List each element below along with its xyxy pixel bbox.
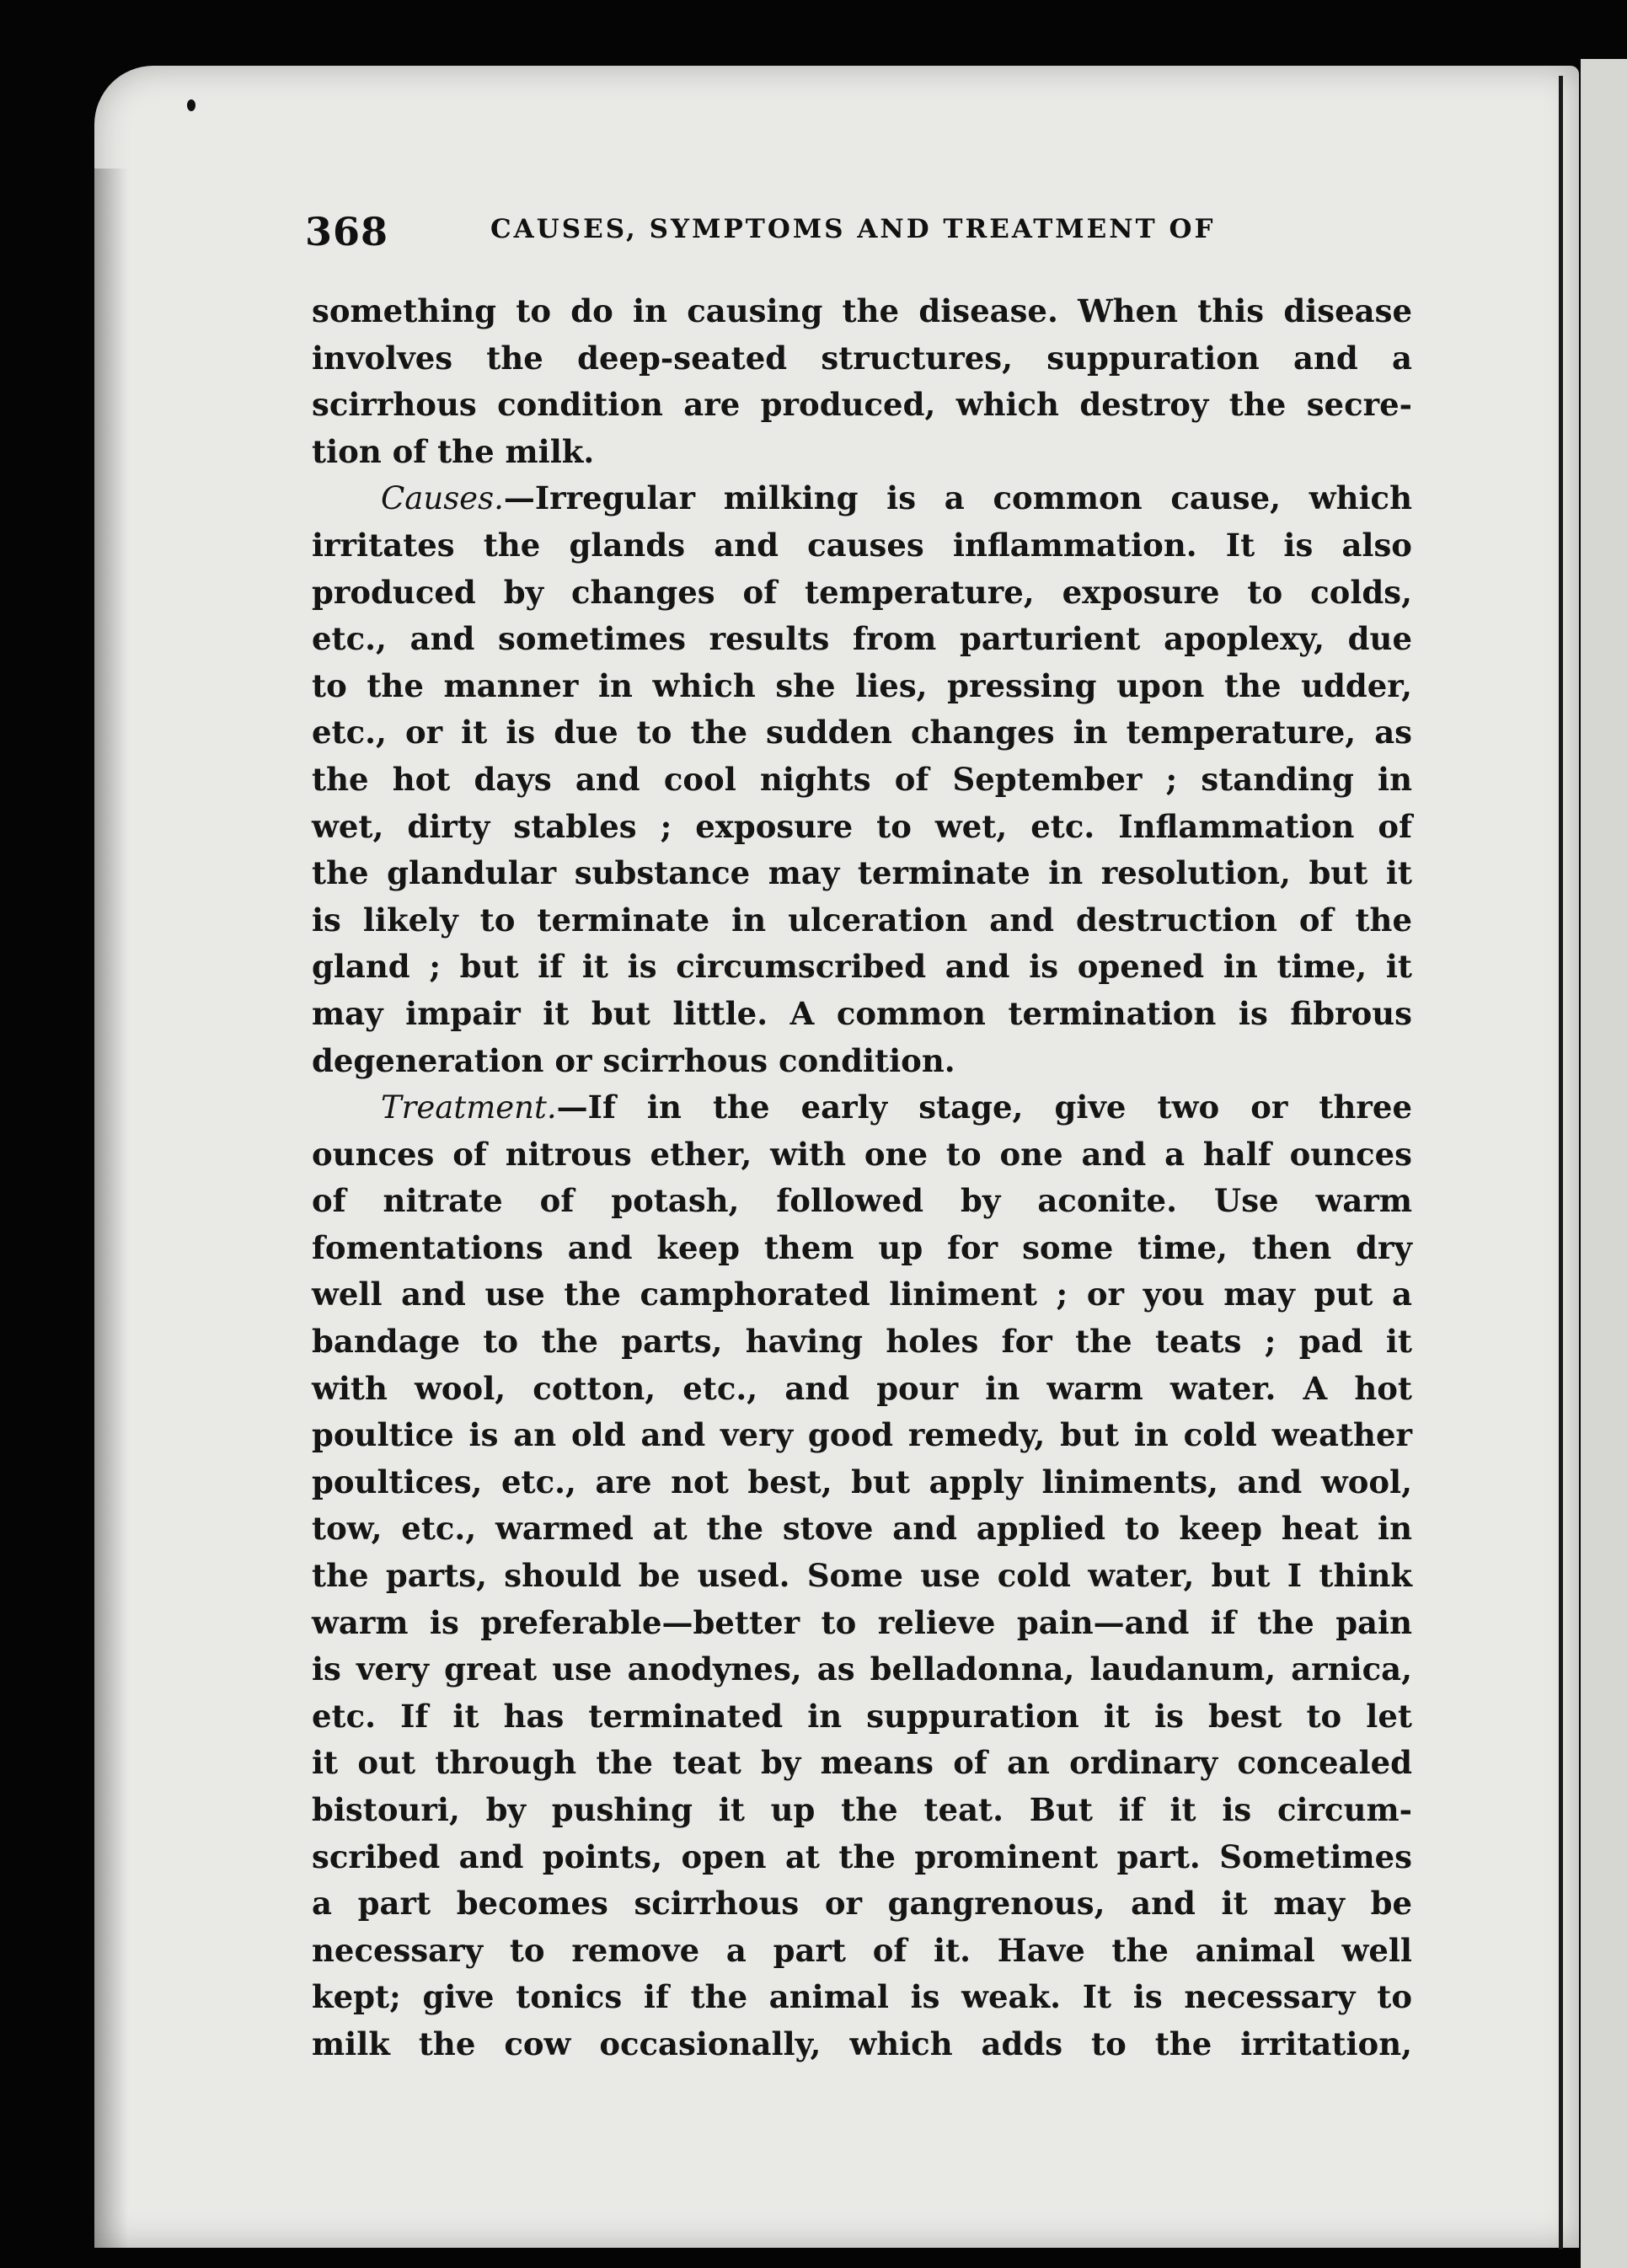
text-line: bandage to the parts, having holes for the teats ; pad it <box>312 1323 1412 1361</box>
text-line <box>312 475 1412 522</box>
text-line: necessary to remove a part of it. Have the animal well <box>312 1931 1412 1969</box>
text-line: milk the cow occasionally, which adds to the irritation, <box>312 2025 1412 2062</box>
text-line: etc. If it has terminated in suppuration it is best to let <box>312 1697 1412 1735</box>
running-head: CAUSES, SYMPTOMS AND TREATMENT OF <box>490 214 1216 244</box>
paragraph-treatment <box>312 1084 1412 2067</box>
text-line: a part becomes scirrhous or gangrenous, and it may be <box>312 1885 1412 1923</box>
text-line: scirrhous condition are produced, which destroy the secre- <box>312 386 1412 424</box>
text-line: the parts, should be used. Some use cold water, but I think <box>312 1557 1412 1595</box>
text-line: fomentations and keep them up for some time, then dry <box>312 1228 1412 1266</box>
paragraph-causes <box>312 475 1412 1084</box>
text-line: the hot days and cool nights of September ; standing in <box>312 760 1412 798</box>
paragraph-continuation <box>312 288 1412 475</box>
text-line: poultices, etc., are not best, but apply liniments, and wool, <box>312 1463 1412 1500</box>
text-line: with wool, cotton, etc., and pour in warm water. A hot <box>312 1369 1412 1407</box>
section-lead-treatment: Treatment. <box>381 1089 557 1126</box>
section-lead-causes: Causes. <box>381 480 504 517</box>
text-line-rest: —If in the early stage, give two or three <box>556 1089 1412 1126</box>
page-header <box>305 209 1417 259</box>
text-line: poultice is an old and very good remedy, but in cold weather <box>312 1416 1412 1454</box>
binding-shadow <box>94 168 128 2249</box>
text-line: scribed and points, open at the prominent part. Sometimes <box>312 1837 1412 1875</box>
text-line: etc., and sometimes results from parturient apoplexy, due <box>312 620 1412 658</box>
text-line: warm is preferable—better to relieve pain—and if the pain <box>312 1603 1412 1641</box>
text-line: kept; give tonics if the animal is weak. It is necessary to <box>312 1978 1412 2016</box>
ink-speck <box>187 99 195 111</box>
text-line: wet, dirty stables ; exposure to wet, etc. Inflammation of <box>312 807 1412 845</box>
text-line: well and use the camphorated liniment ; or you may put a <box>312 1276 1412 1313</box>
text-line: something to do in causing the disease. When this disease <box>312 292 1412 329</box>
text-line: produced by changes of temperature, exposure to colds, <box>312 573 1412 611</box>
text-line: of nitrate of potash, followed by aconite. Use warm <box>312 1182 1412 1220</box>
text-line: involves the deep-seated structures, suppuration and a <box>312 339 1412 377</box>
text-line: may impair it but little. A common termination is fibrous <box>312 994 1412 1032</box>
text-line: etc., or it is due to the sudden changes in temperature, as <box>312 714 1412 752</box>
text-line: irritates the glands and causes inflammation. It is also <box>312 526 1412 564</box>
text-line: to the manner in which she lies, pressing upon the udder, <box>312 666 1412 704</box>
text-line: is likely to terminate in ulceration and destruction of the <box>312 901 1412 939</box>
text-line: degeneration or scirrhous condition. <box>312 1041 955 1079</box>
text-line: gland ; but if it is circumscribed and is opened in time, it <box>312 948 1412 986</box>
page-gutter-line <box>1559 76 1563 2249</box>
body-text <box>312 288 1412 2068</box>
text-line: tion of the milk. <box>312 432 595 470</box>
text-line: is very great use anodynes, as belladonna, laudanum, arnica, <box>312 1650 1412 1688</box>
text-line: bistouri, by pushing it up the teat. But if it is circum- <box>312 1791 1412 1828</box>
page-number: 368 <box>305 209 389 254</box>
text-line: tow, etc., warmed at the stove and applied to keep heat in <box>312 1510 1412 1548</box>
text-line: it out through the teat by means of an ordinary concealed <box>312 1744 1412 1782</box>
text-line: the glandular substance may terminate in resolution, but it <box>312 854 1412 892</box>
text-line: ounces of nitrous ether, with one to one and a half ounces <box>312 1135 1412 1173</box>
adjacent-page-edge <box>1581 59 1627 2268</box>
text-line-rest: —Irregular milking is a common cause, which <box>503 479 1412 517</box>
text-line <box>312 1084 1412 1131</box>
